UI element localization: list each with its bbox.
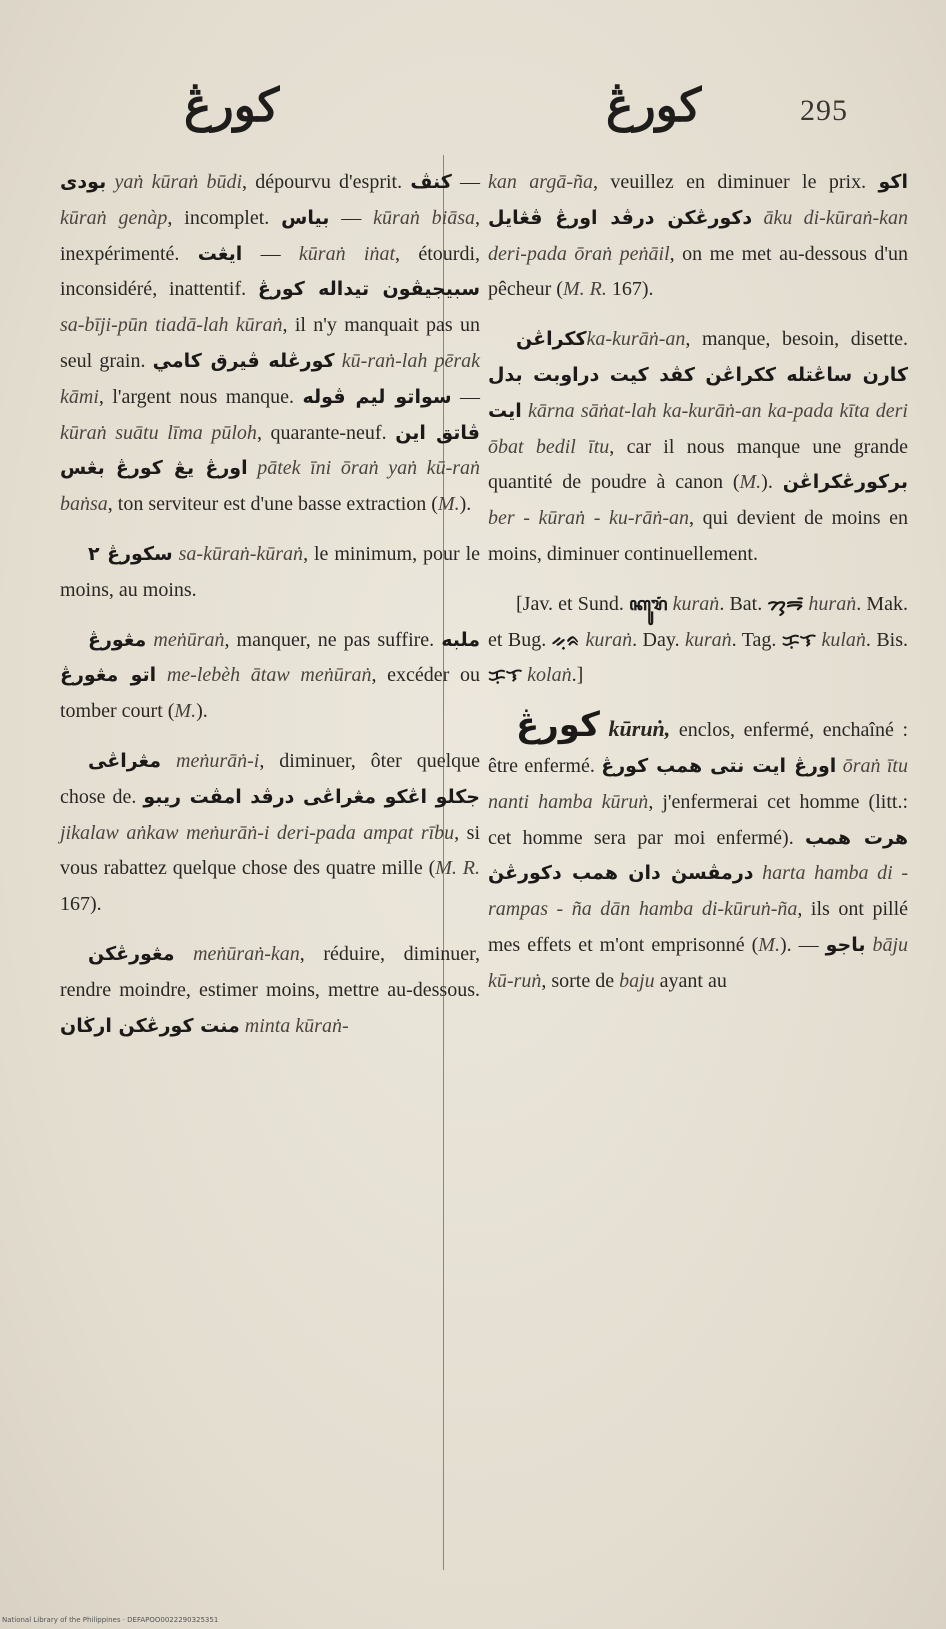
transliteration: me-lebèh ātaw meṅūraṅ <box>166 664 372 687</box>
gloss-text: , inexpérimenté. <box>60 206 481 265</box>
entry-paragraph <box>488 705 909 999</box>
gloss-text: , qui devient de moins en moins, diminuer continuellement. <box>488 507 909 565</box>
gloss-text <box>335 350 342 372</box>
headword: kūruṅ, <box>608 716 671 742</box>
gloss-text: . Mak. et Bug. <box>488 592 909 651</box>
transliteration: jikalaw aṅkaw meṅurāṅ-i deri-pada ampat rību <box>60 821 455 844</box>
entry-paragraph <box>488 165 908 308</box>
transliteration: ōraṅ ītu nanti hamba kūruṅ <box>488 754 908 813</box>
transliteration: kuraṅ <box>585 628 633 651</box>
arabic-text: ككراڠن <box>516 328 587 351</box>
gloss-text <box>156 664 167 686</box>
gloss-text: . Bat. <box>719 592 768 615</box>
gloss-text: . Day. <box>632 628 685 651</box>
arabic-text: جكلو اڠكو مڠراڠى درڤد امڤت ريبو <box>143 785 481 808</box>
left-running-head: كورڠ <box>184 78 280 132</box>
arabic-text: هرت همب درمڤسڽ دان همب دكورڠڽ <box>488 826 908 885</box>
arabic-text: اورڠ ايت نتى همب كورڠ <box>601 754 837 777</box>
gloss-text: . Tag. <box>731 628 782 651</box>
transliteration: bāju kū-ruṅ <box>488 933 909 992</box>
gloss-text: . Bis. <box>865 628 908 651</box>
left-column <box>60 165 480 1058</box>
gloss-text <box>754 862 763 884</box>
transliteration: meṅūraṅ-kan <box>193 942 300 965</box>
gloss-text: , car il nous manque une grande quantité de poudre à canon ( <box>488 435 908 494</box>
footer-credit: National Library of the Philippines · DEFAPOO0022290325351 <box>2 1616 219 1624</box>
arabic-text: بودى <box>60 171 107 193</box>
gloss-text: ayant au <box>654 969 727 992</box>
arabic-text: كارن ساڠتله ككراڠن كڤد كيت دراوبت بدل ايت <box>488 363 908 422</box>
gloss-text: ). — <box>779 933 826 956</box>
gloss-text: , il n'y manquait pas un seul grain. <box>60 314 480 372</box>
transliteration: M. <box>174 700 197 723</box>
gloss-text: — <box>451 171 481 193</box>
gloss-text: , incomplet. <box>167 206 282 229</box>
gloss-text <box>161 750 176 772</box>
arabic-text: مڠورڠكن <box>88 942 175 965</box>
transliteration: kolaṅ <box>527 664 572 687</box>
transliteration: kuraṅ <box>685 628 732 651</box>
transliteration: kan argā-ña <box>488 171 593 193</box>
gloss-text: 167). <box>606 278 654 301</box>
gloss-text: ). <box>459 493 472 516</box>
gloss-text <box>174 943 193 965</box>
gloss-text: — <box>451 385 480 408</box>
right-column <box>488 165 908 1014</box>
arabic-text: باجو <box>825 933 866 956</box>
transliteration: harta hamba di - rampas - ña dān hamba di-kūruṅ-ña <box>488 862 909 921</box>
entry-paragraph <box>60 537 480 609</box>
transliteration: M. <box>437 493 460 516</box>
transliteration: ka-kurāṅ-an <box>586 328 686 351</box>
transliteration: huraṅ <box>808 592 857 615</box>
gloss-text: enclos, enfermé, enchaîné : être enfermé. <box>488 719 908 777</box>
transliteration: baju <box>619 969 655 992</box>
gloss-text: ). <box>761 471 783 494</box>
transliteration: kārna sāṅat-lah ka-kurāṅ-an ka-pada kīta deri ōbat bedil ītu <box>488 399 908 458</box>
native-script: ᨀᨘᨑ <box>551 629 581 651</box>
gloss-text <box>248 457 258 479</box>
native-script: ᯂᯮᯒᯰ <box>767 593 804 615</box>
arabic-text: ملبه اتو مڠورڠ <box>60 628 481 687</box>
transliteration: āku di-kūraṅ-kan deri-pada ōraṅ peṅāil <box>488 206 909 265</box>
gloss-text: , ton serviteur est d'une basse extraction ( <box>107 493 438 516</box>
transliteration: ber - kūraṅ - ku-rāṅ-an <box>488 507 689 530</box>
transliteration: kuraṅ <box>672 592 720 615</box>
gloss-text: .] <box>571 664 584 687</box>
transliteration: M. <box>758 933 780 956</box>
gloss-text: , quarante-neuf. <box>256 421 396 444</box>
entry-paragraph <box>60 623 480 730</box>
gloss-text: — <box>242 242 299 265</box>
gloss-text: ). <box>196 700 208 723</box>
gloss-text: , j'enfermerai cet homme (litt.: cet homme sera par moi enfermé). <box>488 790 908 849</box>
transliteration: sa-bīji-pūn tiadā-lah kūraṅ <box>60 314 283 337</box>
entry-paragraph <box>488 322 908 573</box>
gloss-text: , manquer, ne pas suffire. <box>224 628 442 651</box>
gloss-text: [Jav. et Sund. <box>516 592 630 615</box>
transliteration: meṅūraṅ <box>153 628 225 651</box>
arabic-text: كورڠله ڤيرق كامي <box>152 349 335 372</box>
gloss-text: , réduire, diminuer, rendre moindre, estimer moins, mettre au-dessous. <box>60 942 481 1001</box>
arabic-text: ڤاتق اين اورڠ يڠ كورڠ بڠس <box>60 421 481 480</box>
native-script: ᜃᜓᜎ <box>781 629 817 651</box>
entry-paragraph <box>60 165 480 523</box>
gloss-text: 167). <box>60 893 102 916</box>
gloss-text: , on me met au-dessous d'un pêcheur ( <box>488 242 908 301</box>
entry-paragraph <box>60 937 480 1044</box>
gloss-text: , le minimum, pour le moins, au moins. <box>60 542 481 601</box>
gloss-text: , veuillez en diminuer le prix. <box>593 171 879 193</box>
entry-paragraph <box>488 587 908 694</box>
transliteration: pātek īni ōraṅ yaṅ kū-raṅ baṅsa <box>60 457 481 516</box>
arabic-text: سبيجيڤون تيداله كورڠ <box>257 278 481 301</box>
transliteration: M. R. <box>562 278 607 301</box>
gloss-text: , si vous rabattez quelque chose des quatre mille ( <box>60 821 480 880</box>
gloss-text: , étourdi, inconsidéré, inattentif. <box>60 242 480 301</box>
arabic-text: سكورڠ ٢ <box>88 542 173 565</box>
transliteration: kulaṅ <box>821 628 866 651</box>
transliteration: kūraṅ genàp <box>60 206 168 229</box>
transliteration: kū-raṅ-lah pērak kāmi <box>60 349 481 408</box>
arabic-text: ايڠت <box>197 242 243 265</box>
gloss-text: , sorte de <box>541 969 620 992</box>
gloss-text <box>600 719 609 741</box>
gloss-text: , l'argent nous manque. <box>98 385 303 408</box>
transliteration: kūraṅ iṅat <box>298 242 396 265</box>
transliteration: yaṅ kūraṅ būdi <box>114 171 243 193</box>
transliteration: kūraṅ suātu līma pūloh <box>60 421 257 444</box>
arabic-text: مڠراڠى <box>88 749 162 772</box>
arabic-text: سواتو ليم ڤوله <box>302 385 452 408</box>
arabic-text: منت كورڠكن ارڬان <box>60 1014 240 1037</box>
entry-paragraph <box>60 744 480 923</box>
arabic-text: بركورڠكراڠن <box>782 471 908 494</box>
transliteration: M. <box>739 471 762 494</box>
arabic-text: كنڤ <box>410 171 452 193</box>
right-running-head: كورڠ <box>606 78 702 132</box>
arabic-text: مڠورڠ <box>88 628 147 651</box>
gloss-text: , diminuer, ôter quelque chose de. <box>60 749 481 808</box>
transliteration: meṅurāṅ-i <box>176 749 260 772</box>
arabic-headword: كورڠ <box>516 705 600 746</box>
gloss-text <box>752 207 763 229</box>
transliteration: M. R. <box>435 857 480 880</box>
gloss-text: , ils ont pillé mes effets et m'ont emprisonné ( <box>488 898 909 956</box>
native-script: ᜃᜓᜎ <box>488 665 523 687</box>
transliteration: kūraṅ biāsa <box>373 206 476 229</box>
arabic-text: بياس <box>281 206 330 229</box>
transliteration: sa-kūraṅ-kūraṅ <box>178 542 304 565</box>
gloss-text: , dépourvu d'esprit. <box>242 171 411 193</box>
arabic-text: اكو دكورڠكن درڤد اورڠ ڤڠايل <box>488 171 908 229</box>
gloss-text: , excéder ou tomber court ( <box>60 664 480 723</box>
gloss-text: — <box>329 206 374 229</box>
native-script: ꦏꦸꦫꦁ <box>629 593 668 615</box>
page-number: 295 <box>800 94 848 127</box>
transliteration: minta kūraṅ- <box>244 1014 349 1037</box>
gloss-text: , manque, besoin, disette. <box>685 328 908 351</box>
